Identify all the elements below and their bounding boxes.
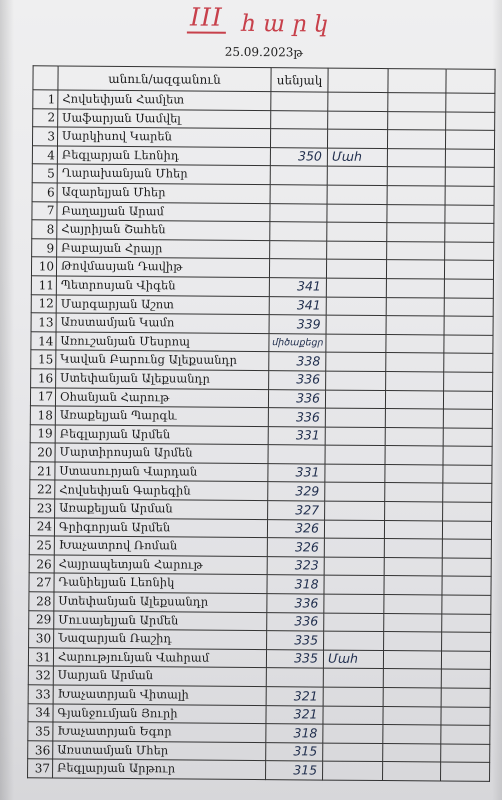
extra-column-cell	[443, 391, 492, 410]
note	[323, 743, 383, 762]
extra-column-cell	[386, 260, 444, 279]
extra-column-cell	[387, 167, 445, 186]
room-number	[269, 259, 326, 278]
extra-column-cell	[442, 539, 491, 558]
room-number: 327	[268, 501, 325, 520]
note	[327, 129, 387, 148]
row-number: 29	[29, 610, 54, 629]
extra-column-cell	[441, 669, 490, 688]
header-number	[33, 66, 58, 90]
resident-name: Պետրոսյան Վիգեն	[56, 276, 269, 296]
room-number	[270, 203, 327, 222]
row-number: 4	[32, 146, 57, 165]
row-number: 20	[30, 443, 55, 462]
row-number: 18	[30, 406, 55, 425]
note	[323, 706, 383, 725]
resident-name: Սաֆարյան Սամվել	[58, 109, 271, 129]
room-number: 338	[269, 352, 326, 371]
row-number: 5	[32, 164, 57, 183]
resident-name: Բեգլարյան Արթուր	[53, 759, 266, 779]
resident-name: Հայրապետյան Հարութ	[54, 555, 267, 575]
room-number: 329	[268, 482, 325, 501]
extra-column-cell	[442, 521, 491, 540]
note	[323, 724, 383, 743]
room-number: 321	[266, 687, 323, 706]
room-number: 315	[266, 742, 323, 761]
extra-column-cell	[386, 316, 444, 335]
extra-column-cell	[385, 446, 443, 465]
resident-name: Առուշանյան Մեսրոպ	[56, 332, 269, 352]
row-number: 28	[29, 592, 54, 611]
room-number: 336	[269, 371, 326, 390]
extra-column-cell	[445, 242, 494, 261]
resident-name: Հայրիյան Շահեն	[57, 220, 270, 240]
extra-column-cell	[444, 298, 493, 317]
resident-name: Սարկիսով Կարեն	[57, 127, 270, 147]
extra-column-cell	[444, 260, 493, 279]
row-number: 23	[30, 499, 55, 518]
extra-column-cell	[383, 650, 441, 669]
extra-column-cell	[445, 205, 494, 224]
row-number: 24	[29, 517, 54, 536]
extra-column-cell	[383, 762, 441, 781]
note	[325, 483, 385, 502]
row-number: 8	[32, 220, 57, 239]
room-number	[270, 129, 327, 148]
room-number	[270, 222, 327, 241]
room-number: 323	[267, 556, 324, 575]
room-number	[271, 110, 328, 129]
extra-column-cell	[387, 148, 445, 167]
extra-column-cell	[383, 688, 441, 707]
row-number: 7	[32, 201, 57, 220]
resident-name: Հովսեփյան Համլետ	[58, 90, 271, 110]
room-number: 336	[267, 612, 324, 631]
note	[326, 315, 386, 334]
resident-name: Գրիգորյան Արմեն	[54, 518, 267, 538]
resident-name: Բեգլարյան Արմեն	[55, 425, 268, 445]
extra-column-cell	[388, 111, 446, 130]
resident-name: Խաչատրյան Եգոր	[53, 722, 266, 742]
row-number: 2	[33, 108, 58, 127]
resident-name: Խաչատրով Ռոման	[54, 536, 267, 556]
resident-name: Առստամյան Կամո	[56, 313, 269, 333]
room-number: 331	[268, 426, 325, 445]
extra-column-cell	[446, 112, 495, 131]
resident-name: Նազարյան Ռաշիդ	[54, 629, 267, 649]
room-number	[268, 445, 325, 464]
extra-column-cell	[385, 427, 443, 446]
extra-column-cell	[442, 632, 491, 651]
row-number: 13	[31, 313, 56, 332]
extra-column-cell	[384, 557, 442, 576]
resident-name: Հովսեփյան Գարեգին	[55, 480, 268, 500]
extra-column-cell	[445, 149, 494, 168]
extra-column-cell	[386, 278, 444, 297]
extra-column-cell	[442, 614, 491, 633]
extra-column-cell	[444, 316, 493, 335]
extra-column-cell	[445, 167, 494, 186]
note	[327, 241, 387, 260]
extra-column-cell	[442, 576, 491, 595]
resident-name: Մուսայելյան Արմեն	[54, 611, 267, 631]
row-number: 21	[30, 462, 55, 481]
row-number: 25	[29, 536, 54, 555]
note	[328, 111, 388, 130]
extra-column-cell	[442, 595, 491, 614]
resident-name: Ստասուրյան Վարդան	[55, 462, 268, 482]
row-number: 30	[29, 629, 54, 648]
extra-column-cell	[384, 595, 442, 614]
room-number: 350	[270, 147, 327, 166]
row-number: 14	[31, 331, 56, 350]
extra-column-cell	[443, 483, 492, 502]
extra-column-cell	[386, 334, 444, 353]
row-number: 36	[28, 741, 53, 760]
resident-name: Ստեփանյան Ալեքսանդր	[54, 592, 267, 612]
residents-table	[27, 65, 496, 782]
resident-name: Կավան Բարունց Ալեքսանդր	[56, 350, 269, 370]
note	[326, 259, 386, 278]
resident-name: Բաղալյան Արամ	[57, 202, 270, 222]
extra-column-cell	[387, 241, 445, 260]
row-number: 27	[29, 573, 54, 592]
room-number	[271, 92, 328, 111]
extra-column-cell	[444, 335, 493, 354]
extra-column-cell	[385, 409, 443, 428]
header-empty	[388, 69, 446, 93]
resident-name: Ազարելյան Մհեր	[57, 183, 270, 203]
extra-column-cell	[446, 93, 495, 112]
note	[324, 594, 384, 613]
room-number: 336	[268, 389, 325, 408]
extra-column-cell	[443, 409, 492, 428]
note	[326, 352, 386, 371]
resident-name: Հարությունյան Վահրամ	[53, 648, 266, 668]
note	[323, 761, 383, 780]
header-empty	[328, 68, 388, 92]
note	[323, 687, 383, 706]
room-number	[270, 240, 327, 259]
note	[326, 371, 386, 390]
extra-column-cell	[387, 186, 445, 205]
note	[325, 445, 385, 464]
extra-column-cell	[384, 613, 442, 632]
extra-column-cell	[444, 279, 493, 298]
extra-column-cell	[387, 130, 445, 149]
extra-column-cell	[442, 558, 491, 577]
table-header	[33, 66, 495, 94]
room-number: 339	[269, 315, 326, 334]
room-number: 341	[269, 278, 326, 297]
note	[325, 408, 385, 427]
row-number: 37	[28, 759, 53, 778]
resident-name: Առստամյան Մհեր	[53, 741, 266, 761]
extra-column-cell	[386, 371, 444, 390]
row-number: 11	[31, 276, 56, 295]
note	[328, 92, 388, 111]
extra-column-cell	[386, 353, 444, 372]
extra-column-cell	[441, 744, 490, 763]
resident-name: Գյանջումյան Յուրի	[53, 704, 266, 724]
extra-column-cell	[387, 223, 445, 242]
extra-column-cell	[441, 707, 490, 726]
header-room: սենյակ	[271, 68, 328, 92]
resident-name: Ստեփանյան Ալեքսանդր	[56, 369, 269, 389]
extra-column-cell	[384, 632, 442, 651]
extra-column-cell	[387, 204, 445, 223]
room-number	[270, 166, 327, 185]
room-number: 315	[266, 761, 323, 780]
resident-name: Սարյան Արման	[53, 666, 266, 686]
resident-name: Խաչատրյան Վիտալի	[53, 685, 266, 705]
table-header-row	[33, 66, 495, 94]
room-number: 341	[269, 296, 326, 315]
resident-name: Բեգլարյան Լեոնիդ	[57, 146, 270, 166]
row-number: 33	[28, 685, 53, 704]
row-number: 35	[28, 722, 53, 741]
extra-column-cell	[444, 353, 493, 372]
row-number: 22	[30, 480, 55, 499]
room-number: 318	[266, 724, 323, 743]
row-number: 19	[30, 424, 55, 443]
floor-number: III	[187, 3, 226, 33]
row-number: 26	[29, 555, 54, 574]
floor-heading	[187, 2, 336, 38]
note	[323, 668, 383, 687]
resident-name: Մարտիրոսյան Արմեն	[55, 443, 268, 463]
note	[324, 613, 384, 632]
resident-name: Մարգարյան Աշոտ	[56, 294, 269, 314]
extra-column-cell	[443, 446, 492, 465]
row-number: 9	[32, 239, 57, 258]
row-number: 17	[30, 387, 55, 406]
room-number: 321	[266, 705, 323, 724]
row-number: 31	[28, 648, 53, 667]
document-date: 25.09.2023թ	[224, 44, 303, 60]
room-number	[266, 668, 323, 687]
note	[325, 501, 385, 520]
extra-column-cell	[443, 465, 492, 484]
extra-column-cell	[385, 464, 443, 483]
extra-column-cell	[384, 576, 442, 595]
room-number: 331	[268, 464, 325, 483]
resident-name: Ղարախանյան Մհեր	[57, 164, 270, 184]
note	[326, 297, 386, 316]
note	[324, 538, 384, 557]
header-name: անուն/ազգանուն	[58, 66, 271, 92]
floor-word: հարկ	[241, 10, 336, 38]
extra-column-cell	[445, 130, 494, 149]
room-number: միծաքեցր	[269, 333, 326, 352]
room-number: 318	[267, 575, 324, 594]
resident-name: Դանիելյան Լեոնիկ	[54, 573, 267, 593]
note: Մահ	[327, 148, 387, 167]
row-number: 16	[31, 369, 56, 388]
extra-column-cell	[385, 390, 443, 409]
note	[325, 464, 385, 483]
extra-column-cell	[386, 297, 444, 316]
table-body	[28, 90, 495, 782]
note	[324, 576, 384, 595]
extra-column-cell	[445, 223, 494, 242]
extra-column-cell	[384, 539, 442, 558]
note	[324, 557, 384, 576]
resident-name: Թովմասյան Դավիթ	[56, 257, 269, 277]
note	[326, 278, 386, 297]
extra-column-cell	[383, 669, 441, 688]
row-number: 15	[31, 350, 56, 369]
room-number: 336	[268, 408, 325, 427]
room-number: 326	[267, 519, 324, 538]
resident-name: Առաքելյան Պարգև	[55, 406, 268, 426]
extra-column-cell	[441, 688, 490, 707]
row-number: 6	[32, 183, 57, 202]
note	[327, 166, 387, 185]
extra-column-cell	[443, 502, 492, 521]
room-number: 336	[267, 594, 324, 613]
extra-column-cell	[441, 651, 490, 670]
note	[326, 334, 386, 353]
resident-name: Բաբայան Հրայր	[57, 239, 270, 259]
room-number	[270, 185, 327, 204]
note	[327, 185, 387, 204]
row-number: 34	[28, 703, 53, 722]
extra-column-cell	[384, 520, 442, 539]
row-number: 3	[32, 127, 57, 146]
extra-column-cell	[385, 483, 443, 502]
resident-name: Առաքելյան Արման	[55, 499, 268, 519]
resident-name: Օհանյան Հարութ	[55, 387, 268, 407]
extra-column-cell	[443, 428, 492, 447]
note	[325, 427, 385, 446]
room-number: 335	[266, 649, 323, 668]
extra-column-cell	[385, 502, 443, 521]
note	[325, 390, 385, 409]
table-row	[28, 759, 490, 781]
extra-column-cell	[444, 372, 493, 391]
extra-column-cell	[383, 743, 441, 762]
row-number: 10	[31, 257, 56, 276]
note	[324, 520, 384, 539]
extra-column-cell	[383, 725, 441, 744]
note	[327, 222, 387, 241]
room-number: 326	[267, 538, 324, 557]
note: Մահ	[323, 650, 383, 669]
extra-column-cell	[383, 706, 441, 725]
note	[324, 631, 384, 650]
row-number: 12	[31, 294, 56, 313]
extra-column-cell	[388, 93, 446, 112]
extra-column-cell	[441, 725, 490, 744]
note	[327, 204, 387, 223]
room-number: 335	[267, 631, 324, 650]
row-number: 1	[33, 90, 58, 109]
extra-column-cell	[441, 762, 490, 781]
extra-column-cell	[445, 186, 494, 205]
header-empty	[446, 69, 495, 93]
row-number: 32	[28, 666, 53, 685]
